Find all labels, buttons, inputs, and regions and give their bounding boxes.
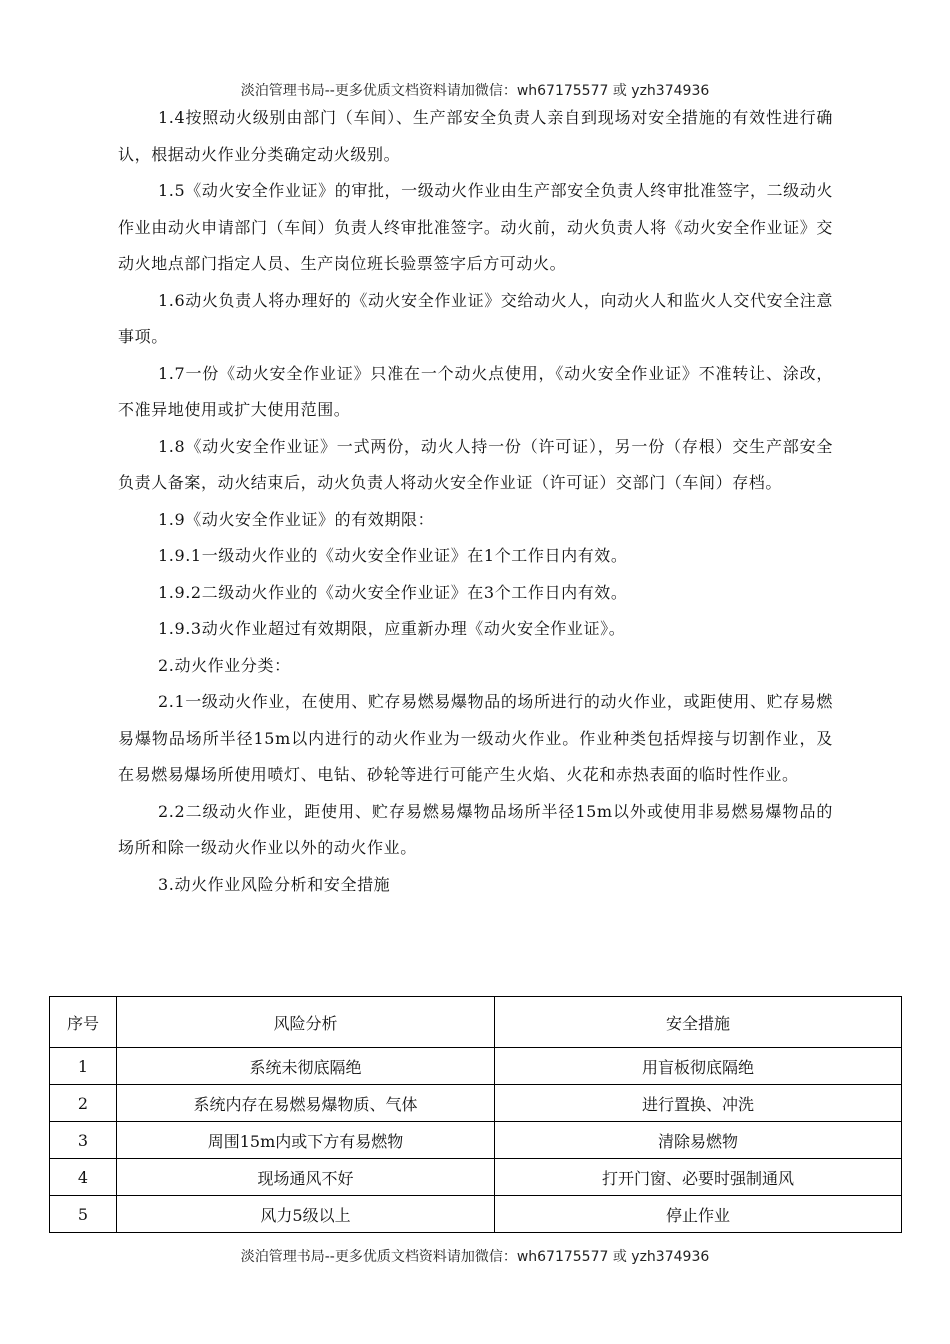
table-row [50, 1122, 902, 1159]
cell-index: 4 [50, 1159, 117, 1196]
table-row [50, 1159, 902, 1196]
paragraph-2-2: 2.2二级动火作业，距使用、贮存易燃易爆物品场所半径15m以外或使用非易燃易爆物品的场所和除一级动火作业以外的动火作业。 [118, 801, 833, 857]
table-row [50, 1085, 902, 1122]
header-index: 序号 [50, 997, 117, 1048]
risk-measures-table [49, 996, 902, 1233]
cell-measure: 停止作业 [495, 1196, 902, 1233]
cell-risk: 现场通风不好 [117, 1159, 495, 1196]
cell-measure: 清除易燃物 [495, 1122, 902, 1159]
cell-measure: 打开门窗、必要时强制通风 [495, 1159, 902, 1196]
table-row [50, 1196, 902, 1233]
paragraph-1-4: 1.4按照动火级别由部门（车间）、生产部安全负责人亲自到现场对安全措施的有效性进行确认，根据动火作业分类确定动火级别。 [118, 108, 833, 164]
table-header-row [50, 997, 902, 1048]
cell-risk: 系统内存在易燃易爆物质、气体 [117, 1085, 495, 1122]
paragraph-1-9-1: 1.9.1一级动火作业的《动火安全作业证》在1个工作日内有效。 [158, 546, 628, 565]
header-safety-measures: 安全措施 [495, 997, 902, 1048]
cell-measure: 进行置换、冲洗 [495, 1085, 902, 1122]
paragraph-1-9: 1.9《动火安全作业证》的有效期限： [158, 509, 435, 529]
document-body [118, 100, 833, 903]
paragraph-1-7: 1.7一份《动火安全作业证》只准在一个动火点使用，《动火安全作业证》不准转让、涂改，不准异地使用或扩大使用范围。 [118, 363, 833, 419]
cell-risk: 系统未彻底隔绝 [117, 1048, 495, 1085]
paragraph-1-9-3: 1.9.3动火作业超过有效期限，应重新办理《动火安全作业证》。 [158, 619, 626, 638]
paragraph-1-8: 1.8《动火安全作业证》一式两份，动火人持一份（许可证），另一份（存根）交生产部安全负责人备案，动火结束后，动火负责人将动火安全作业证（许可证）交部门（车间）存档。 [118, 436, 833, 492]
page-header: 淡泊管理书局--更多优质文档资料请加微信：wh67175577 或 yzh374936 [240, 83, 710, 99]
cell-measure: 用盲板彻底隔绝 [495, 1048, 902, 1085]
header-risk-analysis: 风险分析 [117, 997, 495, 1048]
table-row [50, 1048, 902, 1085]
cell-index: 5 [50, 1196, 117, 1233]
cell-index: 1 [50, 1048, 117, 1085]
paragraph-1-6: 1.6动火负责人将办理好的《动火安全作业证》交给动火人，向动火人和监火人交代安全注意事项。 [118, 290, 833, 346]
section-3-heading: 3.动火作业风险分析和安全措施 [158, 874, 391, 894]
cell-risk: 周围15m内或下方有易燃物 [117, 1122, 495, 1159]
page-footer: 淡泊管理书局--更多优质文档资料请加微信：wh67175577 或 yzh374936 [240, 1249, 710, 1265]
paragraph-2-1: 2.1一级动火作业，在使用、贮存易燃易爆物品的场所进行的动火作业，或距使用、贮存易燃易爆物品场所半径15m以内进行的动火作业为一级动火作业。作业种类包括焊接与切割作业，及在易燃易爆场所使用喷灯、电钻、砂轮等进行可能产生火焰、火花和赤热表面的临时性作业。 [118, 692, 833, 784]
cell-risk: 风力5级以上 [117, 1196, 495, 1233]
paragraph-1-9-2: 1.9.2二级动火作业的《动火安全作业证》在3个工作日内有效。 [158, 582, 628, 602]
cell-index: 3 [50, 1122, 117, 1159]
paragraph-1-5: 1.5《动火安全作业证》的审批，一级动火作业由生产部安全负责人终审批准签字，二级动火作业由动火申请部门（车间）负责人终审批准签字。动火前，动火负责人将《动火安全作业证》交动火地点部门指定人员、生产岗位班长验票签字后方可动火。 [118, 181, 833, 273]
cell-index: 2 [50, 1085, 117, 1122]
section-2-heading: 2.动火作业分类： [158, 655, 291, 675]
